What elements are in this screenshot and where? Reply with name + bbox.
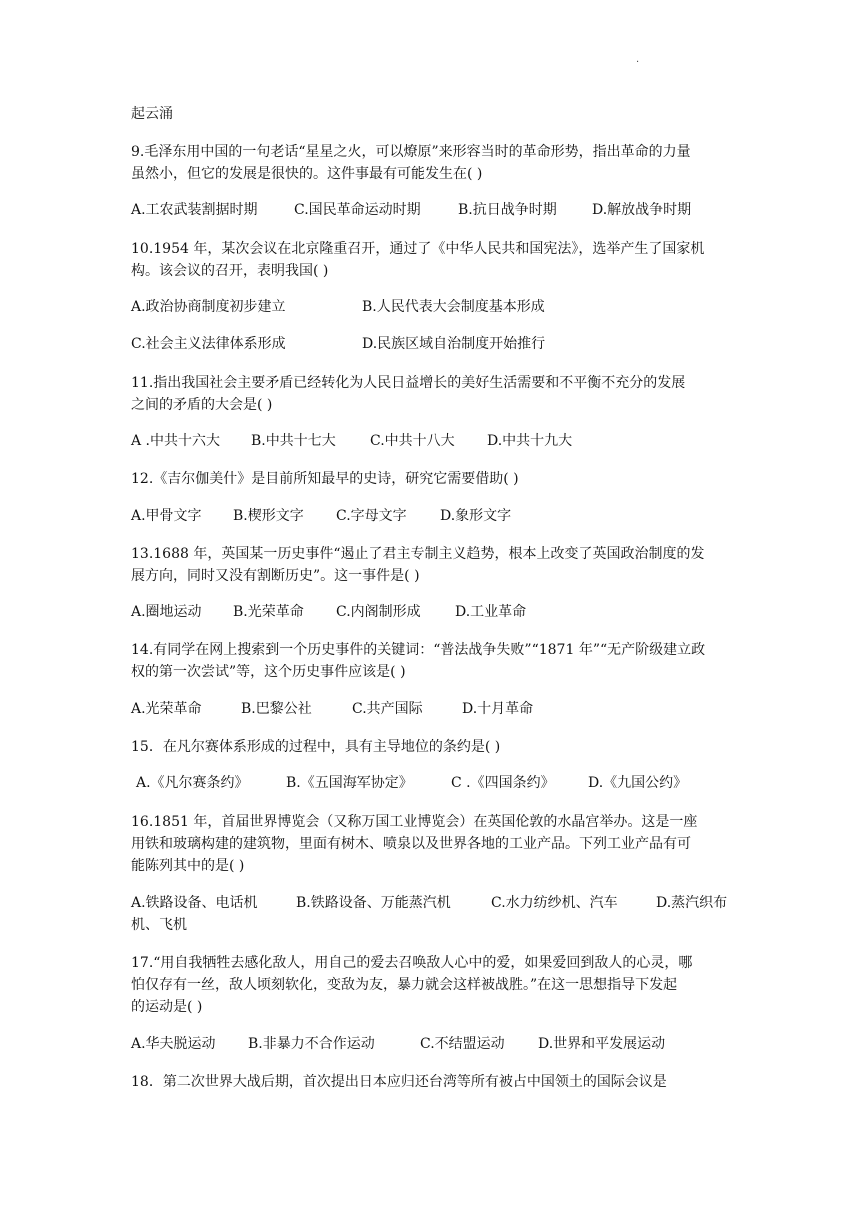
- option: C.共产国际: [352, 701, 423, 717]
- option: B.铁路设备、万能蒸汽机: [296, 895, 451, 911]
- option: A.政治协商制度初步建立: [131, 299, 286, 315]
- option: D.中共十九大: [487, 433, 573, 449]
- option: C.水力纺纱机、汽车: [491, 895, 618, 911]
- option: C.国民革命运动时期: [294, 202, 421, 218]
- option: B.非暴力不合作运动: [248, 1036, 375, 1052]
- question-13-line-1: 13.1688 年，英国某一历史事件“遏止了君主专制主义趋势，根本上改变了英国政治制度的发: [131, 546, 705, 562]
- option: B.巴黎公社: [241, 701, 312, 717]
- question-9-line-1: 9.毛泽东用中国的一句老话“星星之火，可以燎原”来形容当时的革命形势，指出革命的力量: [131, 144, 691, 160]
- question-9-line-2: 虽然小，但它的发展是很快的。这件事最有可能发生在( ): [131, 166, 483, 182]
- question-16-line-1: 16.1851 年，首届世界博览会（又称万国工业博览会）在英国伦敦的水晶宫举办。这是一座: [131, 814, 698, 830]
- option: D.工业革命: [455, 604, 527, 620]
- option: D.《九国公约》: [588, 775, 688, 791]
- question-16-option-continued: 机、飞机: [131, 917, 187, 933]
- question-16-line-2: 用铁和玻璃构建的建筑物，里面有树木、喷泉以及世界各地的工业产品。下列工业产品有可: [131, 836, 691, 852]
- question-18-line-1: 18．第二次世界大战后期，首次提出日本应归还台湾等所有被占中国领土的国际会议是: [131, 1074, 667, 1090]
- option: D.蒸汽织布: [656, 895, 728, 911]
- option: B.人民代表大会制度基本形成: [362, 299, 545, 315]
- option: D.解放战争时期: [592, 202, 692, 218]
- option: A.《凡尔赛条约》: [136, 775, 249, 791]
- page-mark: .: [636, 54, 640, 65]
- question-15-line-1: 15．在凡尔赛体系形成的过程中，具有主导地位的条约是( ): [131, 739, 501, 755]
- question-17-line-2: 怕仅存有一丝，敌人顷刻软化，变敌为友，暴力就会这样被战胜。”在这一思想指导下发起: [131, 977, 678, 993]
- option: A.甲骨文字: [131, 508, 202, 524]
- option: A .中共十六大: [131, 433, 221, 449]
- question-16-line-3: 能陈列其中的是( ): [131, 858, 245, 874]
- question-17-line-1: 17.“用自我牺牲去感化敌人，用自己的爱去召唤敌人心中的爱，如果爱回到敌人的心灵，哪: [131, 955, 693, 971]
- option: C.中共十八大: [370, 433, 455, 449]
- text-line: 起云涌: [131, 106, 173, 122]
- option: C.字母文字: [336, 508, 407, 524]
- option: C.社会主义法律体系形成: [131, 336, 286, 352]
- option: A.工农武装割据时期: [131, 202, 258, 218]
- option: D.世界和平发展运动: [538, 1036, 666, 1052]
- option: A.光荣革命: [131, 701, 202, 717]
- option: B.楔形文字: [233, 508, 304, 524]
- option: B.《五国海军协定》: [286, 775, 413, 791]
- option: B.抗日战争时期: [458, 202, 557, 218]
- question-11-line-2: 之间的矛盾的大会是( ): [131, 397, 273, 413]
- option: D.十月革命: [462, 701, 534, 717]
- question-11-line-1: 11.指出我国社会主要矛盾已经转化为人民日益增长的美好生活需要和不平衡不充分的发展: [131, 375, 686, 391]
- option: C.不结盟运动: [420, 1036, 505, 1052]
- option: C.内阁制形成: [336, 604, 421, 620]
- question-10-line-2: 构。该会议的召开，表明我国( ): [131, 263, 329, 279]
- question-14-line-1: 14.有同学在网上搜索到一个历史事件的关键词：“普法战争失败”“1871 年”“无产阶级建立政: [131, 642, 706, 658]
- option: D.民族区域自治制度开始推行: [362, 336, 546, 352]
- option: B.中共十七大: [251, 433, 336, 449]
- option: A.圈地运动: [131, 604, 202, 620]
- question-14-line-2: 权的第一次尝试”等，这个历史事件应该是( ): [131, 664, 406, 680]
- option: A.铁路设备、电话机: [131, 895, 258, 911]
- question-17-line-3: 的运动是( ): [131, 999, 203, 1015]
- option: C .《四国条约》: [451, 775, 555, 791]
- option: D.象形文字: [440, 508, 512, 524]
- question-10-line-1: 10.1954 年，某次会议在北京隆重召开，通过了《中华人民共和国宪法》，选举产生了国家机: [131, 241, 705, 257]
- option: A.华夫脱运动: [131, 1036, 216, 1052]
- question-12-line-1: 12.《吉尔伽美什》是目前所知最早的史诗，研究它需要借助( ): [131, 471, 519, 487]
- option: B.光荣革命: [233, 604, 304, 620]
- question-13-line-2: 展方向，同时又没有割断历史”。这一事件是( ): [131, 568, 420, 584]
